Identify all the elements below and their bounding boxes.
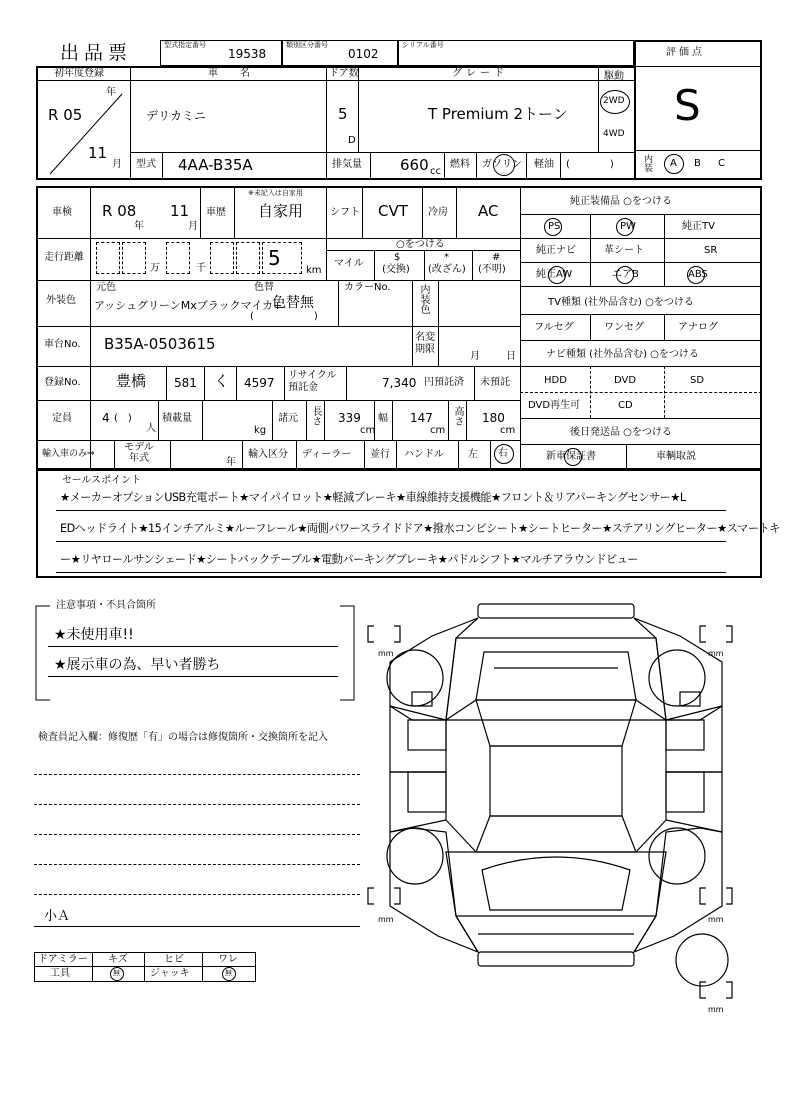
jack-label: ジャッキ [150, 968, 190, 979]
drive-4wd: 4WD [603, 129, 625, 139]
inspector-line-1 [34, 774, 360, 775]
unknown-label: (不明) [478, 264, 506, 275]
inspector-comment: 小Ａ [44, 909, 71, 924]
color-no-label: カラーNo. [344, 282, 391, 293]
ac-label: 冷房 [428, 207, 448, 218]
chassis: B35A-0503615 [104, 335, 216, 353]
parallel: 並行 [370, 449, 390, 460]
length: 339 [338, 411, 361, 425]
equip-abs-circle [687, 266, 705, 284]
mileage-label: 走行距離 [44, 252, 84, 263]
navi-item-0: HDD [544, 375, 567, 386]
mm-rear-left: mm [378, 915, 394, 924]
mileage-sen: 千 [196, 263, 206, 274]
navi-title: ナビ種類 (社外品含む) ○をつける [546, 349, 699, 360]
altered-label: (改ざん) [428, 264, 466, 275]
navi-item-2: SD [690, 375, 705, 386]
import-class-label: 輸入区分 [248, 449, 288, 460]
evaluation-score: S [674, 81, 701, 130]
equip-item-5: SR [704, 245, 718, 256]
car-damage-diagram [360, 596, 780, 1026]
jack-value: 無 [225, 969, 232, 977]
mileage-box-4 [210, 242, 234, 274]
length-label: 長さ [310, 406, 321, 426]
interior-b: B [694, 158, 701, 169]
repaint-label: 色替 [254, 282, 274, 293]
year-unit: 年 [106, 87, 116, 98]
inspection-label: 車検 [52, 207, 72, 218]
door-type: D [348, 135, 356, 146]
class-no-value: 0102 [348, 47, 379, 61]
car-name-label: 車 名 [208, 68, 256, 79]
month-unit: 月 [112, 159, 122, 170]
mile-label: マイル [334, 258, 364, 269]
equip-item-7: エアB [612, 269, 639, 280]
equip-aw-circle [548, 266, 566, 284]
car-name: デリカミニ [146, 109, 206, 123]
navi-item-4: CD [618, 400, 633, 411]
tool-value: 無 [113, 969, 120, 977]
first-reg-label: 初年度登録 [54, 68, 104, 79]
interior-a: A [670, 158, 677, 169]
interior-label: 内装 [642, 154, 652, 172]
reg-class: 581 [174, 376, 197, 390]
tv-item-1: ワンセグ [604, 322, 644, 333]
after-item-1: 車輌取説 [656, 451, 696, 462]
fuel-label: 燃料 [450, 159, 470, 170]
recycle-paid: 円預託済 [424, 377, 464, 388]
inspector-line-3 [34, 834, 360, 835]
handle-label: ハンドル [404, 449, 444, 460]
height-label: 高さ [452, 406, 463, 426]
color-paren: ( ) [250, 311, 318, 322]
reg-area: 豊橋 [116, 372, 147, 390]
tv-item-0: フルセグ [534, 322, 574, 333]
fuel-other: ( ) [566, 159, 614, 170]
mm-spare: mm [708, 1005, 724, 1014]
model-year-label: モデル年式 [124, 442, 154, 464]
load-unit: kg [254, 425, 267, 436]
tv-title: TV種類 (社外品含む) ○をつける [548, 297, 694, 308]
mm-rear-right: mm [708, 915, 724, 924]
load-label: 積載量 [162, 413, 192, 424]
sales-label: セールスポイント [62, 475, 142, 486]
capacity-unit: 人 [146, 423, 156, 434]
width-unit: cm [430, 425, 446, 436]
height-unit: cm [500, 425, 516, 436]
after-title: 後日発送品 ○をつける [570, 427, 672, 438]
inspector-line-5 [34, 894, 360, 895]
model: 4AA-B35A [178, 156, 253, 174]
capacity-paren: ( ) [114, 413, 132, 424]
after-warranty-circle [564, 448, 582, 466]
hash-sign: # [492, 252, 501, 263]
serial-label: シリアル番号 [402, 41, 444, 49]
name-change-month: 月 [470, 351, 480, 362]
grade-label: グレード [452, 68, 508, 79]
length-unit: cm [360, 425, 376, 436]
sales-line-2: EDヘッドライト★15インチアルミ★ルーフレール★両側パワースライドドア★撥水コンビシート★シートヒーター★ステアリングヒーター★スマートキ [60, 522, 780, 535]
exchange-label: (交換) [382, 264, 410, 275]
chassis-label: 車台No. [44, 339, 81, 350]
drive-2wd: 2WD [603, 96, 625, 106]
inspection-year-unit: 年 [134, 221, 144, 232]
displacement: 660 [400, 156, 429, 174]
notes-line-2: ★展示車の為、早い者勝ち [54, 657, 221, 673]
after-item-0: 新車保証書 [546, 451, 596, 462]
mirror-header-2: ヒビ [164, 954, 184, 965]
model-label: 型式 [136, 159, 156, 170]
sheet-title: 出品票 [60, 42, 133, 64]
mm-front-left: mm [378, 649, 394, 658]
history-note: ※未記入は自家用 [248, 189, 303, 197]
equip-item-8: ABS [688, 269, 708, 280]
cc-unit: cc [430, 166, 441, 177]
equip-item-2: 純正TV [682, 221, 715, 232]
dollar-sign: $ [394, 252, 401, 263]
capacity-label: 定員 [52, 413, 72, 424]
navi-item-1: DVD [614, 375, 637, 386]
equip-item-0: PS [548, 221, 561, 232]
type-no-value: 19538 [228, 47, 267, 61]
mileage-box-2 [122, 242, 146, 274]
reg-kana: く [214, 372, 230, 390]
orig-color: アッシュグリーンMxブラックマイカ+ [94, 299, 283, 312]
recycle-label: リサイクル預託金 [288, 370, 337, 393]
sales-line-3: ー★リヤロールサンシェード★シートバックテーブル★電動パーキングブレーキ★パドルシフト★マルチアラウンドビュー [60, 553, 638, 566]
handle-right: 右 [498, 448, 508, 459]
inspection-month: 11 [170, 202, 190, 220]
mileage-km: km [306, 265, 322, 276]
import-label: 輸入車のみ⇒ [42, 449, 95, 459]
drive-label: 駆動 [604, 71, 624, 82]
equip-title: 純正装備品 ○をつける [570, 196, 672, 207]
reg-label: 登録No. [44, 377, 81, 388]
import-year-unit: 年 [226, 457, 236, 468]
fuel-gasoline-circle [493, 154, 515, 176]
mileage-box-3 [166, 242, 190, 274]
first-reg-month: 11 [88, 144, 108, 162]
notes-line-1: ★未使用車!! [54, 627, 134, 643]
fuel-diesel: 軽油 [534, 159, 554, 170]
inspector-label: 検査員記入欄：修復歴「有」の場合は修復箇所・交換箇所を記入 [38, 732, 328, 743]
dealer: ディーラー [302, 449, 352, 460]
orig-color-label: 元色 [96, 282, 116, 293]
mirror-header-1: キズ [108, 954, 128, 965]
inspector-line-2 [34, 804, 360, 805]
height: 180 [482, 411, 505, 425]
mm-front-right: mm [708, 649, 724, 658]
notes-bracket [30, 600, 360, 710]
evaluation-label: 評価点 [666, 47, 705, 58]
name-change-day: 日 [506, 351, 516, 362]
reg-number: 4597 [244, 376, 275, 390]
mirror-header-0: ドアミラー [38, 954, 88, 965]
equip-item-1: PW [620, 221, 636, 232]
star-sign: * [444, 252, 449, 263]
capacity: 4 [102, 411, 110, 425]
dimensions-label: 諸元 [278, 413, 298, 424]
notes-label: 注意事項・不具合箇所 [56, 600, 156, 611]
repaint: 色替無 [272, 295, 314, 311]
shift-label: シフト [330, 207, 360, 218]
equip-airb-circle [616, 266, 634, 284]
first-reg-year: R 05 [48, 106, 83, 124]
equip-ps-circle [544, 218, 562, 236]
inspection-year: R 08 [102, 202, 137, 220]
recycle-amount: 7,340 [382, 376, 417, 390]
history-label: 車歴 [206, 207, 226, 218]
type-no-label: 型式指定番号 [164, 41, 206, 49]
equip-item-3: 純正ナビ [536, 245, 576, 256]
navi-item-3: DVD再生可 [528, 400, 581, 411]
grade: T Premium 2トーン [428, 105, 568, 123]
mileage-digit: 5 [268, 246, 281, 270]
name-change-label: 名変期限 [415, 332, 435, 355]
equip-item-6: 純正AW [536, 269, 573, 280]
ext-color-label: 外装色 [46, 295, 76, 306]
doors: 5 [338, 105, 348, 123]
displacement-label: 排気量 [332, 159, 362, 170]
mileage-box-1 [96, 242, 120, 274]
equip-pw-circle [616, 218, 634, 236]
mark-label: ○をつける [396, 239, 445, 250]
mirror-header-3: ワレ [218, 954, 238, 965]
ac: AC [478, 202, 499, 220]
interior-c: C [718, 158, 725, 169]
fuel-gasoline: ガソリン [482, 159, 522, 170]
width: 147 [410, 411, 433, 425]
shift: CVT [378, 202, 408, 220]
tv-item-2: アナログ [678, 322, 718, 333]
recycle-unpaid: 未預託 [480, 377, 510, 388]
inspector-line-4 [34, 864, 360, 865]
mileage-box-5 [236, 242, 260, 274]
inspection-month-unit: 月 [188, 221, 198, 232]
int-color-label: 内装色 [418, 284, 429, 314]
class-no-label: 類別区分番号 [286, 41, 328, 49]
handle-left: 左 [468, 449, 478, 460]
door-label: ドア数 [329, 68, 359, 79]
tool-label: 工具 [50, 968, 70, 979]
history: 自家用 [258, 202, 304, 220]
sales-line-1: ★メーカーオプションUSB充電ポート★マイパイロット★軽減ブレーキ★車線維持支援機能★フロント＆リアパーキングセンサー★L [60, 491, 686, 504]
mileage-man: 万 [150, 263, 160, 274]
width-label: 幅 [378, 413, 388, 424]
equip-item-4: 革シート [604, 245, 644, 256]
